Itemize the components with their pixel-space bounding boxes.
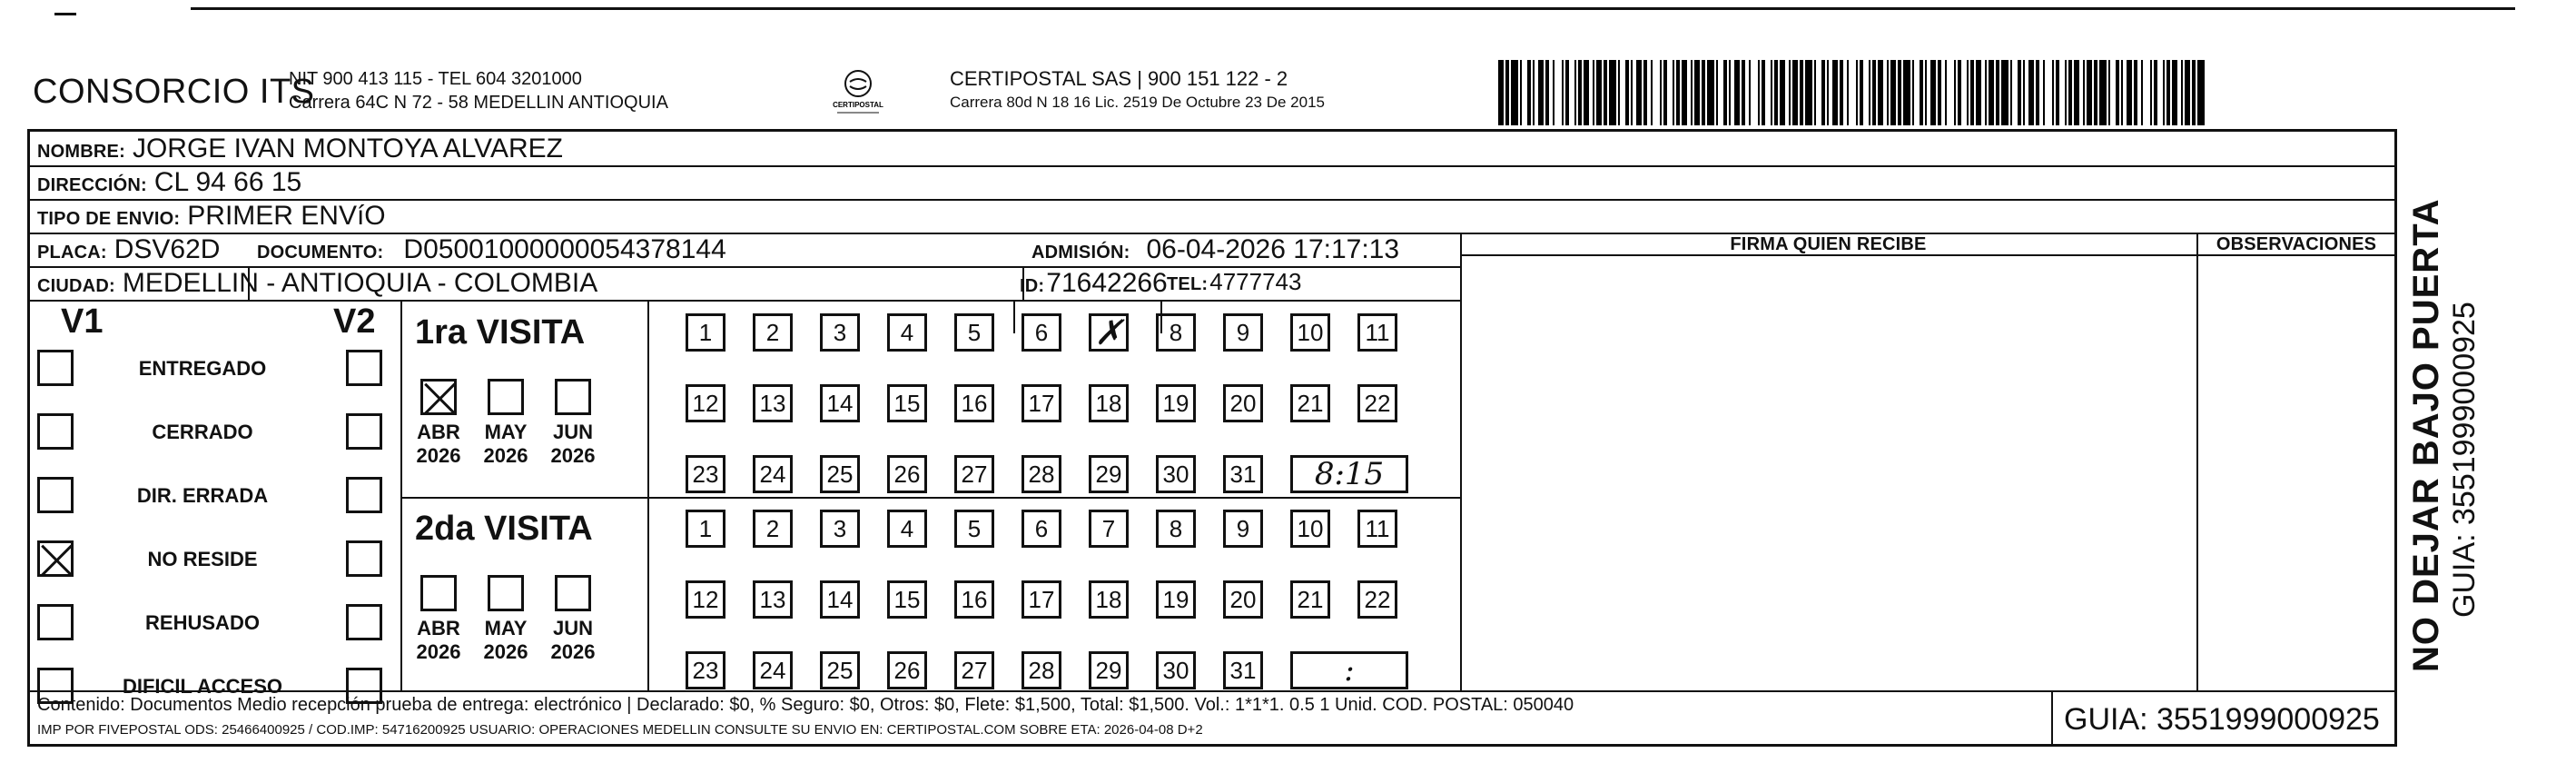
documento-label: DOCUMENTO: — [257, 243, 384, 263]
day-box[interactable]: 9 — [1223, 510, 1263, 548]
month-label: JUN 2026 — [550, 421, 596, 467]
carrier-info — [950, 67, 1325, 114]
day-box[interactable]: 14 — [820, 384, 860, 422]
day-box[interactable]: 31 — [1223, 455, 1263, 493]
day-box[interactable]: 11 — [1357, 313, 1397, 352]
day-box[interactable]: 3 — [820, 510, 860, 548]
day-box[interactable]: 28 — [1022, 455, 1061, 493]
month-label: ABR 2026 — [416, 617, 461, 663]
day-box[interactable]: 16 — [954, 580, 994, 619]
shipping-label-frame — [27, 129, 2397, 747]
day-box[interactable]: 30 — [1156, 455, 1196, 493]
visit-title: 2da VISITA — [415, 510, 593, 548]
day-box[interactable]: ✗ — [1089, 313, 1129, 352]
tipo-envio-label: TIPO DE ENVIO: — [37, 209, 181, 229]
day-box[interactable]: 2 — [753, 313, 793, 352]
day-box[interactable]: 1 — [686, 313, 725, 352]
day-box[interactable]: 4 — [887, 313, 927, 352]
carrier-name-line: CERTIPOSTAL SAS | 900 151 122 - 2 — [950, 67, 1288, 90]
status-label: NO RESIDE — [147, 548, 258, 570]
day-box[interactable]: 3 — [820, 313, 860, 352]
placa-row — [37, 234, 220, 265]
day-box[interactable]: 22 — [1357, 384, 1397, 422]
day-box[interactable]: 15 — [887, 384, 927, 422]
day-box[interactable]: 9 — [1223, 313, 1263, 352]
day-box[interactable]: 8 — [1156, 313, 1196, 352]
nombre-row — [37, 134, 563, 164]
top-edge-line — [191, 7, 2515, 10]
observaciones-header: OBSERVACIONES — [2216, 234, 2377, 254]
day-box[interactable]: 25 — [820, 455, 860, 493]
day-box[interactable]: 2 — [753, 510, 793, 548]
day-box[interactable]: 26 — [887, 455, 927, 493]
month-label: MAY 2026 — [483, 617, 528, 663]
status-label: DIFICIL ACCESO — [122, 675, 282, 698]
day-box[interactable]: 19 — [1156, 580, 1196, 619]
month-label: MAY 2026 — [483, 421, 528, 467]
company-name: CONSORCIO ITS — [33, 73, 315, 111]
carrier-license-line: Carrera 80d N 18 16 Lic. 2519 De Octubre 23 De 2015 — [950, 94, 1325, 111]
status-label: DIR. ERRADA — [136, 484, 269, 507]
day-box[interactable]: 5 — [954, 510, 994, 548]
tel-label: TEL: — [1167, 274, 1209, 294]
month-checkbox[interactable] — [555, 575, 591, 611]
company-address-line: Carrera 64C N 72 - 58 MEDELLIN ANTIOQUIA — [289, 93, 668, 113]
day-box[interactable]: 23 — [686, 455, 725, 493]
company-info — [289, 67, 668, 114]
placa-value: DSV62D — [114, 234, 221, 264]
id-label: ID: — [1020, 276, 1045, 296]
day-box[interactable]: 13 — [753, 580, 793, 619]
side-guia: GUIA: 3551999000925 — [2447, 302, 2482, 618]
firma-header: FIRMA QUIEN RECIBE — [1730, 234, 1927, 254]
tipo-envio-row — [37, 201, 386, 232]
day-box[interactable]: 29 — [1089, 455, 1129, 493]
direccion-value: CL 94 66 15 — [153, 167, 302, 197]
ciudad-label: CIUDAD: — [37, 276, 115, 296]
day-box[interactable]: 29 — [1089, 651, 1129, 689]
v1-header: V1 — [61, 302, 104, 341]
barcode — [1498, 60, 2225, 125]
v1-checkbox[interactable] — [37, 477, 74, 513]
day-box[interactable]: 10 — [1290, 313, 1330, 352]
day-box[interactable]: 20 — [1223, 384, 1263, 422]
footer-guia: GUIA: 3551999000925 — [2064, 702, 2380, 737]
day-box[interactable]: 11 — [1357, 510, 1397, 548]
logo-text: CERTIPOSTAL — [833, 101, 883, 109]
v2-header: V2 — [333, 302, 376, 341]
status-label: REHUSADO — [145, 611, 260, 634]
day-box[interactable]: 15 — [887, 580, 927, 619]
id-row — [1020, 268, 1168, 299]
company-nit-line: NIT 900 413 115 - TEL 604 3201000 — [289, 69, 582, 89]
v1-checkbox[interactable] — [37, 350, 74, 386]
tel-row — [1167, 268, 1301, 296]
admision-label: ADMISIÓN: — [1031, 243, 1130, 263]
v2-checkbox[interactable] — [346, 540, 382, 577]
day-box[interactable]: 27 — [954, 455, 994, 493]
day-box[interactable]: 4 — [887, 510, 927, 548]
nombre-value: JORGE IVAN MONTOYA ALVAREZ — [132, 134, 563, 164]
footer-content-line: Contenido: Documentos Medio recepción prueba de entrega: electrónico | Declarado: $0, % Seguro: $0, Otros: $0, Flete: $1,500, Total: $1,500. Vol.: 1*1*1. 0.5 1 Unid. COD. POSTAL: 050040 — [37, 695, 1574, 715]
nombre-label: NOMBRE: — [37, 142, 125, 162]
no-dejar-bajo-puerta: NO DEJAR BAJO PUERTA — [2406, 198, 2446, 672]
day-box[interactable]: 16 — [954, 384, 994, 422]
day-box[interactable]: 10 — [1290, 510, 1330, 548]
day-box[interactable]: 28 — [1022, 651, 1061, 689]
day-box[interactable]: 22 — [1357, 580, 1397, 619]
documento-value: D05001000000054378144 — [403, 234, 726, 264]
tel-value: 4777743 — [1209, 268, 1302, 295]
day-box[interactable]: 24 — [753, 651, 793, 689]
day-box[interactable]: 13 — [753, 384, 793, 422]
ciudad-row — [37, 268, 597, 299]
day-box[interactable]: 12 — [686, 384, 725, 422]
tipo-envio-value: PRIMER ENVíO — [187, 201, 386, 231]
v2-checkbox[interactable] — [346, 413, 382, 450]
direccion-row — [37, 167, 301, 198]
day-box[interactable]: 17 — [1022, 384, 1061, 422]
month-label: ABR 2026 — [416, 421, 461, 467]
day-box[interactable]: 14 — [820, 580, 860, 619]
direccion-label: DIRECCIÓN: — [37, 175, 147, 195]
month-checkbox[interactable] — [420, 379, 457, 415]
visit-time-box[interactable]: 8:15 — [1290, 455, 1408, 493]
day-box[interactable]: 27 — [954, 651, 994, 689]
visit-time-box[interactable]: : — [1290, 651, 1408, 689]
day-box[interactable]: 18 — [1089, 580, 1129, 619]
day-box[interactable]: 20 — [1223, 580, 1263, 619]
v1-checkbox[interactable] — [37, 540, 74, 577]
v2-checkbox[interactable] — [346, 350, 382, 386]
day-box[interactable]: 8 — [1156, 510, 1196, 548]
month-checkbox[interactable] — [488, 575, 524, 611]
placa-label: PLACA: — [37, 243, 107, 263]
status-label: ENTREGADO — [138, 357, 267, 380]
month-checkbox[interactable] — [420, 575, 457, 611]
status-label: CERRADO — [152, 421, 253, 443]
day-box[interactable]: 21 — [1290, 384, 1330, 422]
day-box[interactable]: 6 — [1022, 313, 1061, 352]
day-box[interactable]: 23 — [686, 651, 725, 689]
v2-checkbox[interactable] — [346, 477, 382, 513]
certipostal-logo — [828, 67, 888, 116]
documento-row — [257, 234, 726, 265]
footer-print-line: IMP POR FIVEPOSTAL ODS: 25466400925 / COD.IMP: 54716200925 USUARIO: OPERACIONES MEDELLIN CONSULTE SU ENVIO EN: CERTIPOSTAL.COM SOBRE ETA: 2026-04-08 D+2 — [37, 722, 1203, 738]
v2-checkbox[interactable] — [346, 604, 382, 640]
day-box[interactable]: 17 — [1022, 580, 1061, 619]
day-box[interactable]: 1 — [686, 510, 725, 548]
day-box[interactable]: 7 — [1089, 510, 1129, 548]
visit-title: 1ra VISITA — [415, 313, 586, 352]
month-label: JUN 2026 — [550, 617, 596, 663]
month-checkbox[interactable] — [488, 379, 524, 415]
day-box[interactable]: 31 — [1223, 651, 1263, 689]
top-mark — [54, 13, 76, 15]
id-value: 71642266 — [1046, 268, 1168, 298]
v1-checkbox[interactable] — [37, 413, 74, 450]
v1-checkbox[interactable] — [37, 604, 74, 640]
day-box[interactable]: 6 — [1022, 510, 1061, 548]
day-box[interactable]: 25 — [820, 651, 860, 689]
side-notice — [2406, 198, 2482, 672]
ciudad-value: MEDELLIN - ANTIOQUIA - COLOMBIA — [122, 268, 598, 298]
admision-value: 06-04-2026 17:17:13 — [1146, 234, 1400, 264]
admision-row — [1031, 234, 1399, 265]
day-box[interactable]: 26 — [887, 651, 927, 689]
day-box[interactable]: 18 — [1089, 384, 1129, 422]
day-box[interactable]: 5 — [954, 313, 994, 352]
day-box[interactable]: 30 — [1156, 651, 1196, 689]
day-box[interactable]: 12 — [686, 580, 725, 619]
day-box[interactable]: 21 — [1290, 580, 1330, 619]
day-box[interactable]: 24 — [753, 455, 793, 493]
month-checkbox[interactable] — [555, 379, 591, 415]
day-box[interactable]: 19 — [1156, 384, 1196, 422]
